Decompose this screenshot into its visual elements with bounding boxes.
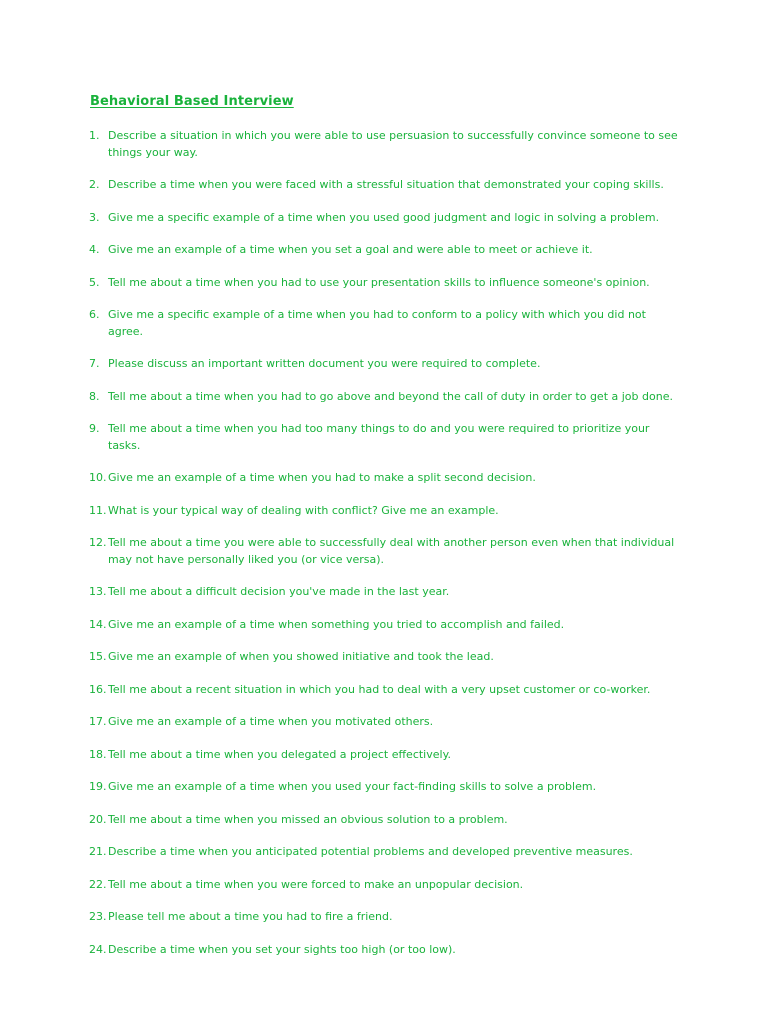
question-number: 14. xyxy=(89,617,107,631)
question-number: 24. xyxy=(89,942,107,956)
question-number: 2. xyxy=(89,178,100,191)
question-text: Give me an example of a time when you set a goal and were able to meet or achieve it. xyxy=(108,243,593,256)
list-item xyxy=(89,714,679,731)
list-item xyxy=(89,844,679,861)
question-text: Tell me about a time you were able to successfully deal with another person even when that individual may not have personally liked you (or vice versa). xyxy=(108,536,675,566)
question-text: Describe a time when you anticipated potential problems and developed preventive measures. xyxy=(108,845,633,858)
question-number: 23. xyxy=(89,910,107,923)
list-item xyxy=(89,812,679,829)
list-item xyxy=(89,470,679,487)
question-text: What is your typical way of dealing with conflict? Give me an example. xyxy=(108,503,499,517)
document-title: Behavioral Based Interview xyxy=(90,94,294,109)
question-text: Tell me about a time when you were forced to make an unpopular decision. xyxy=(108,877,524,891)
question-text: Describe a time when you set your sights too high (or too low). xyxy=(108,942,456,956)
list-item xyxy=(89,535,679,568)
list-item xyxy=(89,909,679,926)
question-text: Give me a specific example of a time when you used good judgment and logic in solving a problem. xyxy=(108,210,660,224)
list-item xyxy=(89,649,679,666)
question-text: Tell me about a time when you had too many things to do and you were required to prioritize your tasks. xyxy=(108,422,650,452)
list-item xyxy=(89,747,679,764)
list-item xyxy=(89,128,679,161)
question-number: 16. xyxy=(89,682,107,696)
list-item xyxy=(89,617,679,634)
question-text: Give me an example of a time when you motivated others. xyxy=(108,715,434,728)
question-text: Please tell me about a time you had to fire a friend. xyxy=(108,910,393,923)
question-number: 11. xyxy=(89,503,107,517)
question-number: 1. xyxy=(89,129,100,142)
list-item xyxy=(89,356,679,373)
question-number: 15. xyxy=(89,650,107,663)
question-number: 19. xyxy=(89,780,107,793)
question-text: Describe a time when you were faced with a stressful situation that demonstrated your coping skills. xyxy=(108,178,664,191)
question-text: Describe a situation in which you were able to use persuasion to successfully convince someone to see things your way. xyxy=(108,129,678,159)
question-number: 17. xyxy=(89,715,107,728)
list-item xyxy=(89,421,679,454)
list-item xyxy=(89,779,679,796)
list-item xyxy=(89,877,679,894)
question-number: 8. xyxy=(89,389,100,403)
question-number: 22. xyxy=(89,877,107,891)
question-number: 7. xyxy=(89,357,100,370)
list-item xyxy=(89,177,679,194)
list-item xyxy=(89,682,679,699)
question-number: 4. xyxy=(89,243,100,256)
question-text: Give me an example of a time when something you tried to accomplish and failed. xyxy=(108,617,565,631)
question-number: 5. xyxy=(89,275,100,289)
list-item xyxy=(89,503,679,520)
list-item xyxy=(89,210,679,227)
question-number: 12. xyxy=(89,536,107,549)
question-number: 21. xyxy=(89,845,107,858)
question-text: Tell me about a difficult decision you've made in the last year. xyxy=(108,585,450,598)
question-list xyxy=(89,128,679,974)
question-text: Give me an example of a time when you used your fact-finding skills to solve a problem. xyxy=(108,780,597,793)
question-text: Give me an example of a time when you had to make a split second decision. xyxy=(108,471,536,484)
question-number: 3. xyxy=(89,210,100,224)
question-number: 10. xyxy=(89,471,107,484)
question-text: Please discuss an important written document you were required to complete. xyxy=(108,357,541,370)
question-text: Tell me about a time when you had to use your presentation skills to influence someone's opinion. xyxy=(108,275,650,289)
question-number: 13. xyxy=(89,585,107,598)
question-text: Tell me about a time when you had to go above and beyond the call of duty in order to get a job done. xyxy=(108,389,673,403)
question-number: 18. xyxy=(89,747,107,761)
list-item xyxy=(89,307,679,340)
list-item xyxy=(89,584,679,601)
list-item xyxy=(89,942,679,959)
question-text: Tell me about a recent situation in which you had to deal with a very upset customer or co-worker. xyxy=(108,682,651,696)
question-number: 9. xyxy=(89,422,100,435)
question-number: 20. xyxy=(89,812,107,826)
question-text: Tell me about a time when you delegated a project effectively. xyxy=(108,747,452,761)
list-item xyxy=(89,389,679,406)
list-item xyxy=(89,275,679,292)
question-text: Give me an example of when you showed initiative and took the lead. xyxy=(108,650,494,663)
question-text: Tell me about a time when you missed an obvious solution to a problem. xyxy=(108,812,508,826)
question-text: Give me a specific example of a time when you had to conform to a policy with which you did not agree. xyxy=(108,308,646,338)
question-number: 6. xyxy=(89,308,100,321)
list-item xyxy=(89,242,679,259)
